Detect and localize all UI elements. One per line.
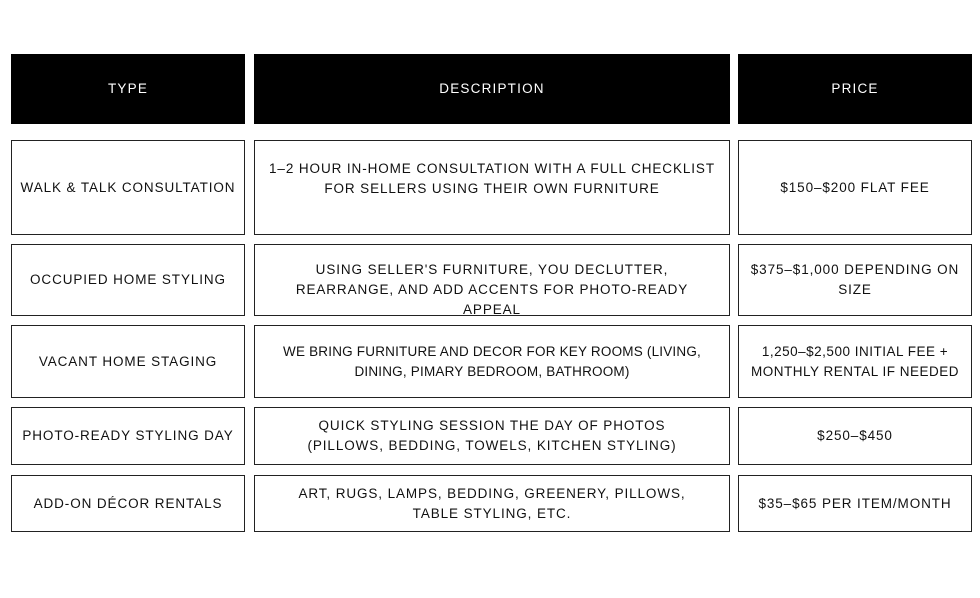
row-1-type: WALK & TALK CONSULTATION — [11, 140, 245, 235]
header-price: PRICE — [738, 54, 972, 124]
row-4-type: PHOTO-READY STYLING DAY — [11, 407, 245, 465]
row-5-price: $35–$65 PER ITEM/MONTH — [738, 475, 972, 532]
row-5-type: ADD-ON DÉCOR RENTALS — [11, 475, 245, 532]
row-5-description: ART, RUGS, LAMPS, BEDDING, GREENERY, PILLOWS, TABLE STYLING, ETC. — [254, 475, 730, 532]
row-1-description: 1–2 HOUR IN-HOME CONSULTATION WITH A FULL CHECKLIST FOR SELLERS USING THEIR OWN FURNITURE — [254, 140, 730, 235]
row-3-price: 1,250–$2,500 INITIAL FEE + MONTHLY RENTAL IF NEEDED — [738, 325, 972, 398]
row-2-type: OCCUPIED HOME STYLING — [11, 244, 245, 316]
row-3-type: VACANT HOME STAGING — [11, 325, 245, 398]
row-1-price: $150–$200 FLAT FEE — [738, 140, 972, 235]
row-2-price: $375–$1,000 DEPENDING ON SIZE — [738, 244, 972, 316]
row-4-price: $250–$450 — [738, 407, 972, 465]
row-4-description: QUICK STYLING SESSION THE DAY OF PHOTOS (PILLOWS, BEDDING, TOWELS, KITCHEN STYLING) — [254, 407, 730, 465]
header-type: TYPE — [11, 54, 245, 124]
row-2-description: USING SELLER'S FURNITURE, YOU DECLUTTER, REARRANGE, AND ADD ACCENTS FOR PHOTO-READY APPEAL — [254, 244, 730, 316]
header-description: DESCRIPTION — [254, 54, 730, 124]
row-3-description: WE BRING FURNITURE AND DECOR FOR KEY ROOMS (LIVING, DINING, PIMARY BEDROOM, BATHROOM) — [254, 325, 730, 398]
